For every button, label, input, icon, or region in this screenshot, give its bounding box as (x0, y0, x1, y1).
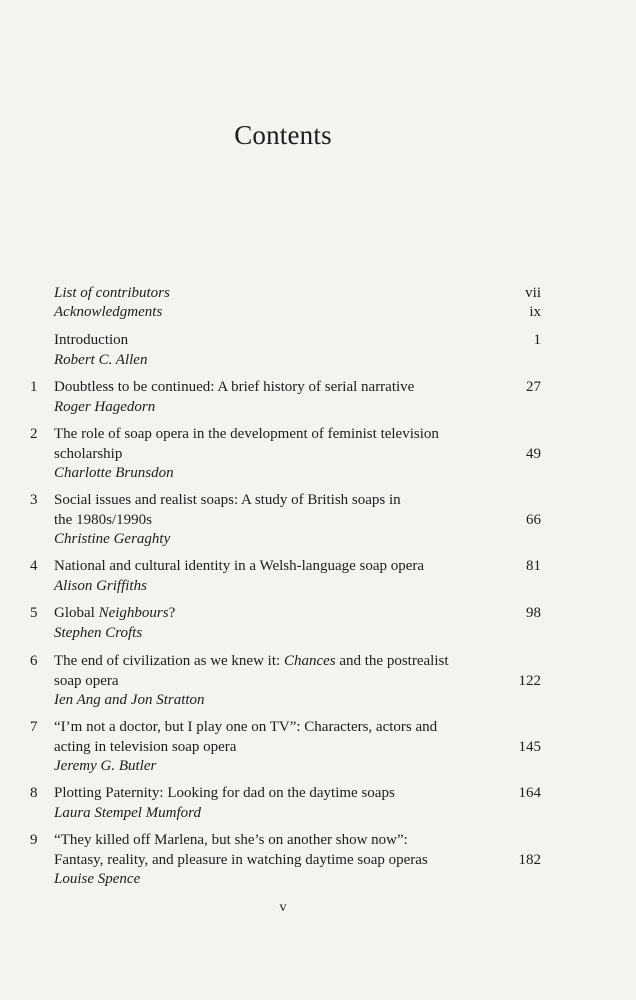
title-italic-text: Neighbours (98, 605, 169, 621)
entry-page: 66 (526, 511, 541, 528)
entry-page: 164 (518, 785, 541, 801)
title-text: Global (54, 605, 99, 621)
page-folio: v (279, 900, 287, 915)
entry-author: Robert C. Allen (54, 351, 148, 368)
entry-title: Introduction (54, 332, 129, 348)
entry-title-line (54, 604, 514, 624)
page-title: Contents (234, 120, 332, 150)
entry-author: Charlotte Brunsdon (54, 465, 174, 481)
entry-title-line: the 1980s/1990s (54, 511, 152, 528)
entry-author: Jeremy G. Butler (54, 758, 157, 774)
entry-title-line: The role of soap opera in the development of feminist television (54, 426, 439, 442)
entry-title-line: soap opera (54, 672, 119, 689)
entry-page: 81 (526, 558, 541, 574)
chapter-number: 6 (30, 653, 38, 669)
entry-title: List of contributors (54, 285, 170, 301)
entry-title: Acknowledgments (54, 304, 163, 320)
title-text: The end of civilization as we knew it: (54, 653, 284, 669)
entry-title-line: Social issues and realist soaps: A study of British soaps in (54, 492, 401, 508)
entry-page: 27 (526, 379, 541, 395)
chapter-number: 1 (30, 379, 38, 395)
chapter-number: 7 (30, 719, 38, 735)
entry-author: Stephen Crofts (54, 624, 143, 641)
chapter-number: 4 (30, 558, 38, 574)
entry-author: Alison Griffiths (54, 577, 147, 594)
entry-page: 1 (533, 332, 541, 348)
entry-title-line: National and cultural identity in a Welsh-language soap opera (54, 558, 425, 574)
entry-author: Laura Stempel Mumford (54, 804, 201, 821)
entry-page: 98 (526, 605, 541, 621)
title-italic-text: Chances (283, 653, 336, 669)
entry-author: Ien Ang and Jon Stratton (54, 692, 205, 708)
chapter-number: 8 (30, 785, 38, 801)
chapter-number: 5 (30, 605, 38, 621)
entry-title-line: “They killed off Marlena, but she’s on another show now”: (54, 832, 408, 848)
title-text: and the postrealist (335, 653, 449, 669)
entry-author: Christine Geraghty (54, 531, 171, 547)
entry-title-line (54, 652, 514, 672)
chapter-number: 2 (30, 426, 38, 442)
entry-page: ix (529, 304, 541, 320)
entry-title-line: scholarship (54, 445, 123, 462)
entry-page: 145 (518, 738, 541, 755)
entry-author: Roger Hagedorn (54, 398, 156, 415)
entry-page: vii (525, 285, 541, 301)
entry-title-line: Fantasy, reality, and pleasure in watching daytime soap operas (54, 851, 428, 868)
entry-author: Louise Spence (54, 871, 141, 887)
entry-page: 122 (518, 672, 541, 689)
entry-page: 49 (526, 445, 541, 462)
chapter-number: 9 (30, 832, 38, 848)
entry-title-line: Plotting Paternity: Looking for dad on the daytime soaps (54, 785, 395, 801)
entry-page: 182 (518, 851, 541, 868)
entry-title-line: “I’m not a doctor, but I play one on TV”: Characters, actors and (54, 719, 438, 735)
entry-title-line: Doubtless to be continued: A brief history of serial narrative (54, 379, 415, 395)
entry-title-line: acting in television soap opera (54, 738, 237, 755)
chapter-number: 3 (30, 492, 38, 508)
title-text: ? (168, 605, 176, 621)
